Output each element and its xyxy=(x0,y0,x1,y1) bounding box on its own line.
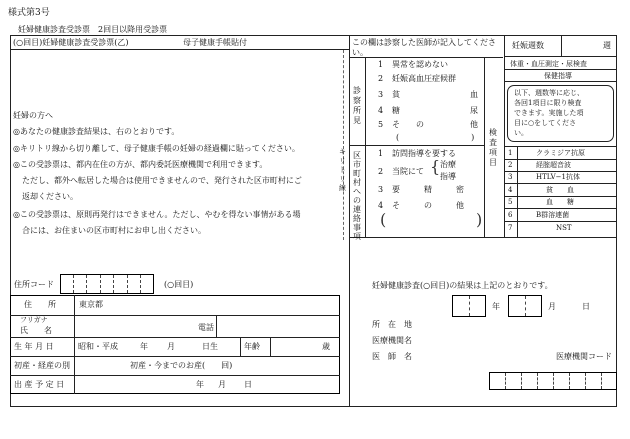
due-day: 日 xyxy=(244,380,252,389)
contact-4[interactable]: そ の 他 xyxy=(392,201,464,210)
due-year: 年 xyxy=(196,380,204,389)
form-number: 様式第3号 xyxy=(8,8,50,18)
contact-title: 区市町村への連絡事項 xyxy=(353,151,361,241)
doctor-name-label: 医 師 名 xyxy=(372,352,412,361)
contact-2[interactable]: 当院にて xyxy=(392,167,424,176)
to-mother-heading: 妊婦の方へ xyxy=(13,111,53,120)
week-unit: 週 xyxy=(603,41,611,50)
note-line-6: ◎この受診票は、原則再発行はできません。ただし、やむを得ない事情がある場 xyxy=(13,210,301,219)
divider-left-right xyxy=(349,35,350,407)
note-line-4: ただし、都外へ転居した場合は使用できませんので、発行された区市町村にご xyxy=(22,176,302,185)
finding-3[interactable]: 貧 xyxy=(392,90,400,99)
due-month: 月 xyxy=(218,380,226,389)
note-line-1: ◎あなたの健康診査結果は、右のとおりです。 xyxy=(13,127,180,136)
exam-note-line-1: 以下、週数等に応じ、 xyxy=(514,89,584,97)
facility-code-label: 医療機関コード xyxy=(556,352,612,361)
name-label: 氏 名 xyxy=(20,326,52,335)
header-rule xyxy=(10,49,349,50)
parity-label: 初産・経産の別 xyxy=(14,361,70,370)
contact-other-open-paren-icon: ( xyxy=(380,210,387,229)
gestation-weeks-field[interactable] xyxy=(563,37,599,55)
finding-1-no: 1 xyxy=(378,60,384,69)
exam-2-no: 2 xyxy=(508,161,513,169)
treat-option-1[interactable]: 治療 xyxy=(440,160,456,169)
paste-label: 母子健康手帳貼付 xyxy=(183,38,247,47)
result-month-unit: 月 xyxy=(548,302,556,311)
exam-note-line-2: 各回1項目に限り検査 xyxy=(514,99,582,107)
finding-4-no: 4 xyxy=(378,106,384,115)
exam-4[interactable]: 貧 血 xyxy=(546,186,574,194)
doctor-note-line-2: い。 xyxy=(352,48,368,57)
form-title: 妊婦健康診査受診票 2回目以降用受診票 xyxy=(18,25,168,34)
age-unit: 歳 xyxy=(322,342,330,351)
exam-2[interactable]: 経腟超音波 xyxy=(536,161,571,169)
visit-label: (○回目) xyxy=(164,280,194,289)
contact-3-no: 3 xyxy=(378,185,384,194)
gestation-label: 妊娠週数 xyxy=(512,41,544,50)
finding-5-no: 5 xyxy=(378,120,384,129)
finding-2[interactable]: 妊娠高血圧症候群 xyxy=(392,74,456,83)
exam-3[interactable]: HTLV−1抗体 xyxy=(536,173,580,181)
finding-1[interactable]: 異常を認めない xyxy=(392,60,448,69)
contact-1-no: 1 xyxy=(378,149,384,158)
birth-year: 年 xyxy=(140,342,148,351)
finding-3-tail: 血 xyxy=(470,90,478,99)
contact-4-no: 4 xyxy=(378,201,384,210)
doctor-note-line-1: この欄は診察した医師が記入してくださ xyxy=(352,38,496,47)
note-line-2: ◎キリトリ線から切り離して、母子健康手帳の妊婦の経過欄に貼ってください。 xyxy=(13,144,300,153)
exam-note-line-4: 目に○をしてくださ xyxy=(514,119,577,127)
exam-note-line-3: できます。実施した項 xyxy=(514,109,584,117)
result-day-unit: 日 xyxy=(582,302,590,311)
address-label: 住 所 xyxy=(24,300,56,309)
birth-day: 日生 xyxy=(202,342,218,351)
exam-7[interactable]: NST xyxy=(556,224,572,232)
exam-6[interactable]: B群溶連菌 xyxy=(536,211,570,219)
contact-3[interactable]: 要 精 密 xyxy=(392,185,464,194)
finding-2-no: 2 xyxy=(378,74,384,83)
cut-line-label: キリトリ線 xyxy=(339,148,346,192)
note-line-7: 合には、お住まいの区市町村にお申し出ください。 xyxy=(22,226,206,235)
contact-2-no: 2 xyxy=(378,167,384,176)
exam-4-no: 4 xyxy=(508,186,513,194)
result-year-unit: 年 xyxy=(492,302,500,311)
furigana-label: フリガナ xyxy=(20,316,48,324)
exam-5[interactable]: 血 糖 xyxy=(546,198,574,206)
era-label[interactable]: 昭和・平成 xyxy=(78,342,118,351)
cut-line-dashes xyxy=(343,50,344,240)
exam-5-no: 5 xyxy=(508,198,513,206)
facility-name-label: 医療機関名 xyxy=(372,336,412,345)
name-field[interactable] xyxy=(76,317,214,335)
exam-top-1: 体重・血圧測定・尿検査 xyxy=(510,60,587,68)
contact-1[interactable]: 訪問指導を要する xyxy=(392,149,456,158)
address-value[interactable]: 東京都 xyxy=(79,300,103,309)
birth-label: 生 年 月 日 xyxy=(14,342,54,351)
finding-5-tail: 他 xyxy=(470,120,478,129)
parity-value[interactable]: 初産・今までのお産( 回) xyxy=(130,361,233,370)
exam-1[interactable]: クラミジア抗原 xyxy=(536,149,585,157)
due-date-label: 出 産 予 定 日 xyxy=(14,380,65,389)
phone-label: 電話 xyxy=(198,323,214,332)
exam-note-line-5: い。 xyxy=(514,129,528,137)
exam-top-2: 保健指導 xyxy=(544,72,572,80)
finding-4-tail: 尿 xyxy=(470,106,478,115)
contact-other-close-paren-icon: ) xyxy=(476,210,483,229)
address-code-label: 住所コード xyxy=(14,280,54,289)
exam-1-no: 1 xyxy=(508,149,513,157)
finding-5[interactable]: そ の xyxy=(392,120,424,129)
exam-6-no: 6 xyxy=(508,211,513,219)
exam-title: 検査項目 xyxy=(489,128,497,167)
findings-title: 診察所見 xyxy=(353,86,361,125)
exam-7-no: 7 xyxy=(508,224,513,232)
location-label: 所 在 地 xyxy=(372,320,412,329)
birth-month: 月 xyxy=(167,342,175,351)
finding-4[interactable]: 糖 xyxy=(392,106,400,115)
result-statement: 妊婦健康診査(○回目)の結果は上記のとおりです。 xyxy=(372,281,553,290)
coupon-title: (○回目)妊婦健康診査受診票(乙) xyxy=(13,38,129,47)
exam-3-no: 3 xyxy=(508,173,513,181)
note-line-5: 返却ください。 xyxy=(22,192,78,201)
finding-3-no: 3 xyxy=(378,90,384,99)
note-line-3: ◎この受診票は、都内在住の方が、都内委託医療機関で利用できます。 xyxy=(13,160,268,169)
treat-option-2[interactable]: 指導 xyxy=(440,172,456,181)
age-label: 年齢 xyxy=(244,342,260,351)
treat-brace-icon: { xyxy=(430,157,441,176)
phone-field[interactable] xyxy=(218,317,338,335)
finding-other-paren: ( ) xyxy=(396,133,475,142)
